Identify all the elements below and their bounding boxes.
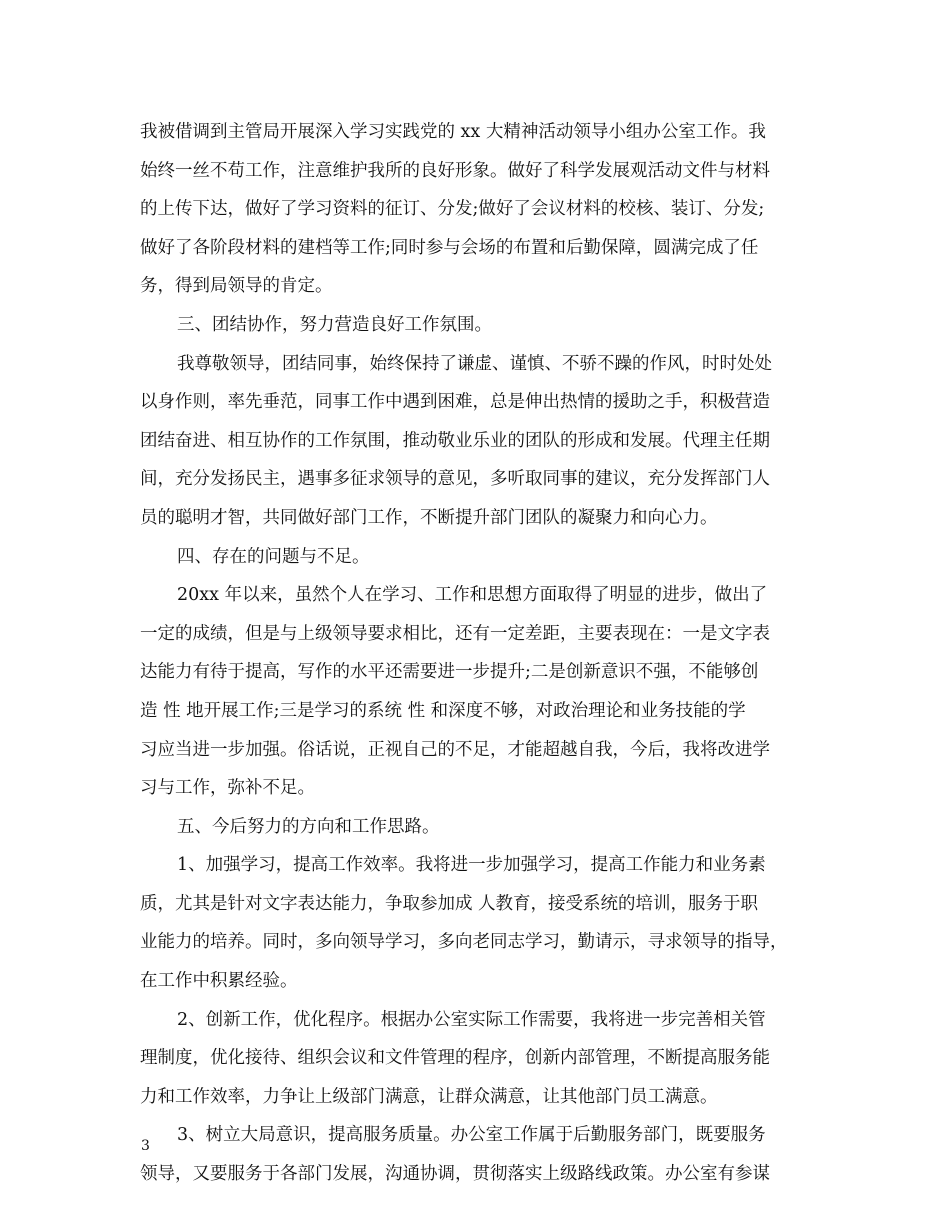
- text-line: 始终一丝不苟工作，注意维护我所的良好形象。做好了科学发展观活动文件与材料: [140, 160, 770, 181]
- text-line: 间，充分发扬民主，遇事多征求领导的意见，多听取同事的建议，充分发挥部门人: [140, 469, 770, 490]
- text-line: 理制度，优化接待、组织会议和文件管理的程序，创新内部管理，不断提高服务能: [140, 1048, 770, 1069]
- text-line: 力和工作效率，力争让上级部门满意，让群众满意，让其他部门员工满意。: [140, 1086, 718, 1107]
- text-line: 三、团结协作，努力营造良好工作氛围。: [177, 314, 492, 335]
- text-line: 员的聪明才智，共同做好部门工作，不断提升部门团队的凝聚力和向心力。: [140, 507, 718, 528]
- text-line: 20xx 年以来，虽然个人在学习、工作和思想方面取得了明显的进步，做出了: [177, 585, 768, 606]
- text-line: 务，得到局领导的肯定。: [140, 276, 333, 297]
- text-line: 在工作中积累经验。: [140, 971, 298, 992]
- text-line: 2、创新工作，优化程序。根据办公室实际工作需要，我将进一步完善相关管: [177, 1009, 766, 1030]
- text-line: 一定的成绩，但是与上级领导要求相比，还有一定差距，主要表现在：一是文字表: [140, 623, 770, 644]
- text-line: 我尊敬领导，团结同事，始终保持了谦虚、谨慎、不骄不躁的作风，时时处处: [177, 353, 772, 374]
- text-line: 的上传下达，做好了学习资料的征订、分发;做好了会议材料的校核、装订、分发;: [140, 199, 765, 220]
- text-line: 五、今后努力的方向和工作思路。: [177, 816, 440, 837]
- text-line: 3、树立大局意识，提高服务质量。办公室工作属于后勤服务部门，既要服务: [177, 1125, 766, 1146]
- text-line: 领导，又要服务于各部门发展，沟通协调，贯彻落实上级路线政策。办公室有参谋: [140, 1164, 770, 1185]
- text-line: 质，尤其是针对文字表达能力，争取参加成 人教育，接受系统的培训，服务于职: [140, 893, 759, 914]
- text-line: 我被借调到主管局开展深入学习实践党的 xx 大精神活动领导小组办公室工作。我: [140, 122, 766, 142]
- text-line: 团结奋进、相互协作的工作氛围，推动敬业乐业的团队的形成和发展。代理主任期: [140, 430, 770, 451]
- text-line: 造 性 地开展工作;三是学习的系统 性 和深度不够，对政治理论和业务技能的学: [140, 700, 746, 721]
- text-line: 习应当进一步加强。俗话说，正视自己的不足，才能超越自我，今后，我将改进学: [140, 739, 770, 760]
- text-line: 1、加强学习，提高工作效率。我将进一步加强学习，提高工作能力和业务素: [177, 855, 766, 876]
- text-line: 业能力的培养。同时，多向领导学习，多向老同志学习，勤请示，寻求领导的指导，: [140, 932, 788, 953]
- text-line: 做好了各阶段材料的建档等工作;同时参与会场的布置和后勤保障，圆满完成了任: [140, 237, 759, 258]
- text-line: 达能力有待于提高，写作的水平还需要进一步提升;二是创新意识不强，不能够创: [140, 662, 759, 683]
- text-line: 习与工作，弥补不足。: [140, 778, 315, 799]
- text-line: 四、存在的问题与不足。: [177, 546, 370, 567]
- body-text: [140, 113, 812, 1194]
- text-line: 以身作则，率先垂范，同事工作中遇到困难，总是伸出热情的援助之手，积极营造: [140, 392, 770, 413]
- page-number: 3: [141, 1138, 150, 1154]
